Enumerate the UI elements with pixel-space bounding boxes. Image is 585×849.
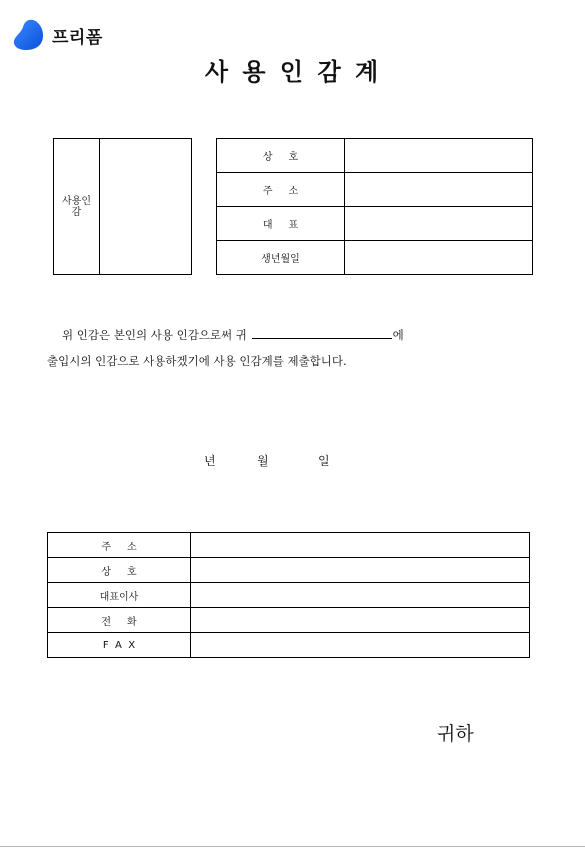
info-value-field[interactable] xyxy=(345,139,533,173)
closing-text: 귀하 xyxy=(437,723,474,745)
recipient-blank[interactable] xyxy=(252,328,392,339)
info-row xyxy=(217,241,533,275)
seal-label xyxy=(54,139,100,275)
seal-box[interactable] xyxy=(100,139,192,275)
date-month: 월 xyxy=(257,454,269,468)
seal-table xyxy=(53,138,192,275)
info-row xyxy=(217,139,533,173)
statement-text-1a: 위 인감은 본인의 사용 인감으로써 귀 xyxy=(62,328,247,342)
applicant-label: 전 화 xyxy=(48,608,191,633)
applicant-value-field[interactable] xyxy=(191,558,530,583)
seal-label-text: 사용인 감 xyxy=(62,195,91,218)
applicant-value-field[interactable] xyxy=(191,533,530,558)
applicant-label: 상 호 xyxy=(48,558,191,583)
applicant-row xyxy=(48,533,530,558)
applicant-label: 주 소 xyxy=(48,533,191,558)
page-bottom-divider xyxy=(0,846,585,847)
statement-line-2: 출입시의 인감으로 사용하겠기에 사용 인감계를 제출합니다. xyxy=(47,354,347,368)
info-row xyxy=(217,207,533,241)
info-value-field[interactable] xyxy=(345,241,533,275)
applicant-row xyxy=(48,558,530,583)
info-label: 상 호 xyxy=(217,139,345,173)
info-label: 주 소 xyxy=(217,173,345,207)
date-year: 년 xyxy=(204,454,216,468)
statement-line-1 xyxy=(47,327,404,343)
info-row xyxy=(217,173,533,207)
applicant-label: F A X xyxy=(48,633,191,658)
info-label: 대 표 xyxy=(217,207,345,241)
applicant-value-field[interactable] xyxy=(191,608,530,633)
applicant-table xyxy=(47,532,530,658)
applicant-row xyxy=(48,633,530,658)
applicant-value-field[interactable] xyxy=(191,583,530,608)
applicant-row xyxy=(48,583,530,608)
applicant-value-field[interactable] xyxy=(191,633,530,658)
document-title: 사 용 인 감 계 xyxy=(204,58,381,86)
brand-logo xyxy=(12,17,103,53)
info-label: 생년월일 xyxy=(217,241,345,275)
date-day: 일 xyxy=(318,454,330,468)
info-value-field[interactable] xyxy=(345,207,533,241)
brand-mark-icon xyxy=(12,17,46,53)
applicant-row xyxy=(48,608,530,633)
info-table xyxy=(216,138,533,275)
brand-name: 프리폼 xyxy=(52,27,103,48)
info-value-field[interactable] xyxy=(345,173,533,207)
statement-text-1b: 에 xyxy=(392,328,404,342)
applicant-label: 대표이사 xyxy=(48,583,191,608)
